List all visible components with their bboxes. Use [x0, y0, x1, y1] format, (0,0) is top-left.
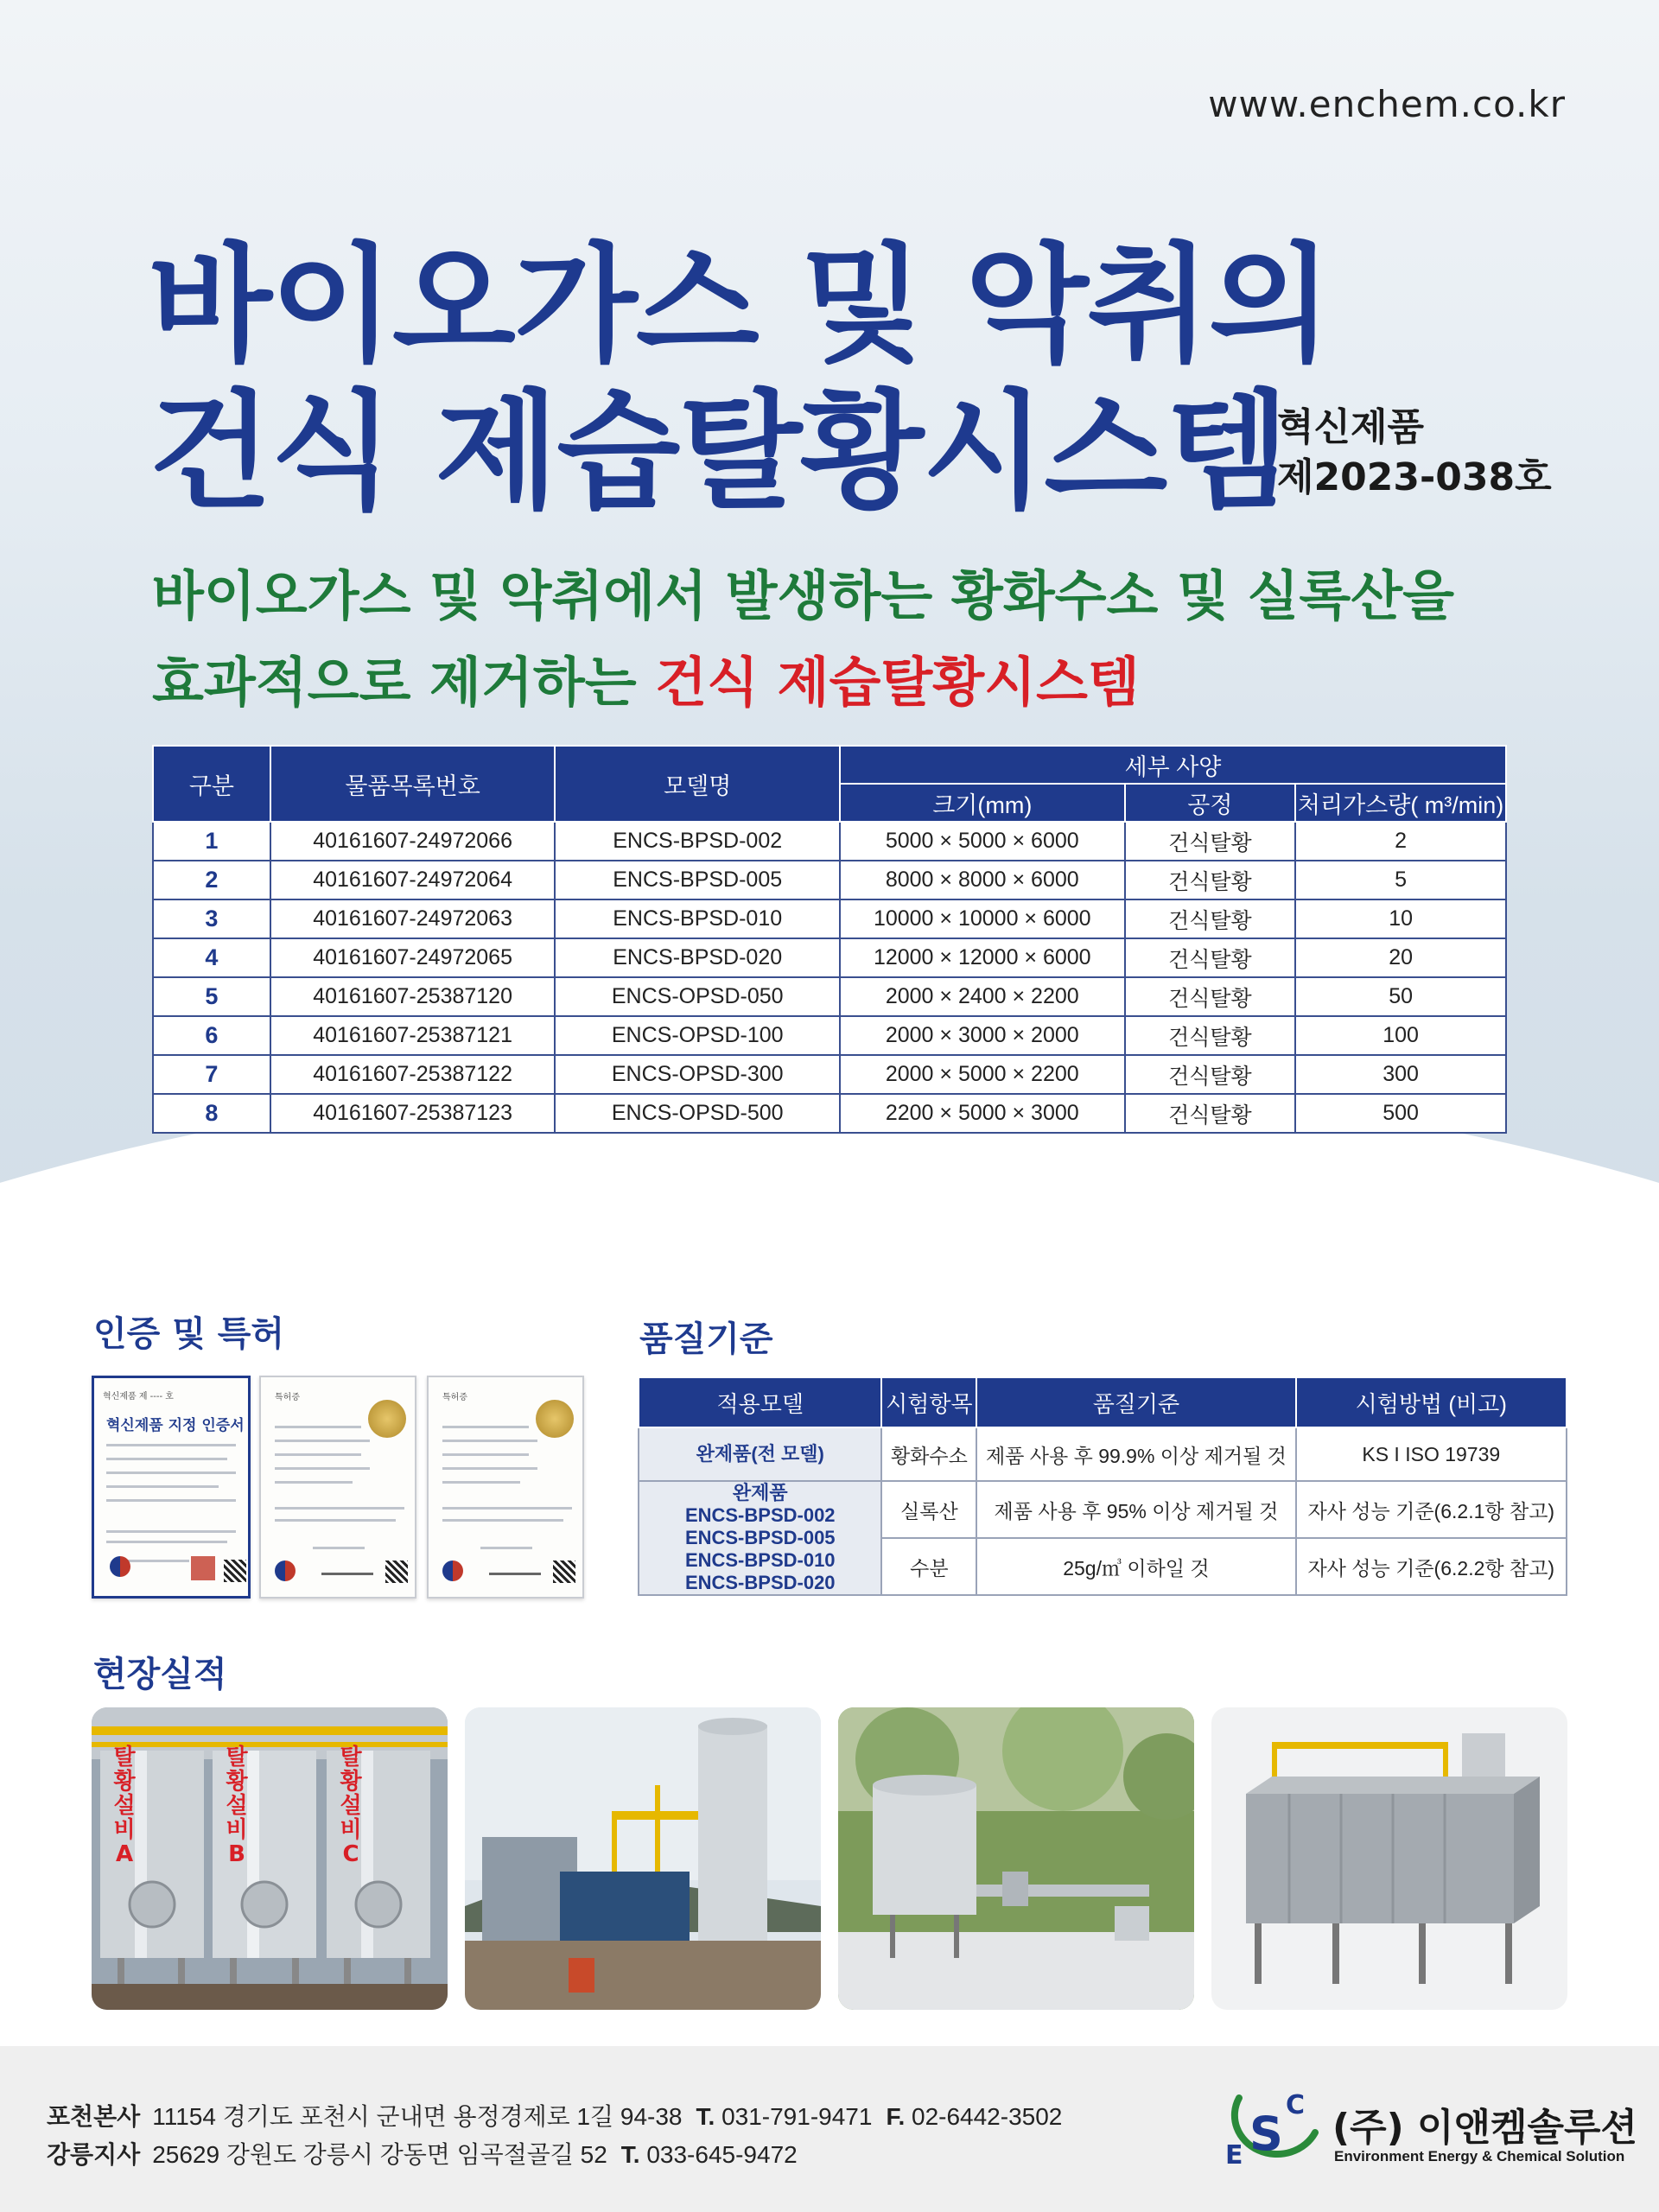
spec-row — [153, 899, 1506, 938]
title-line-1: 바이오가스 및 악취의 — [149, 231, 1331, 379]
qr-icon — [553, 1560, 575, 1583]
spec-cell-catalog: 40161607-24972063 — [270, 899, 556, 938]
logo-letter-e: E — [1225, 2140, 1243, 2171]
cert3-head: 특허증 — [442, 1393, 467, 1402]
logo-letter-s: S — [1249, 2107, 1283, 2161]
spec-cell-process: 건식탈황 — [1125, 938, 1296, 977]
spec-cell-catalog: 40161607-24972066 — [270, 822, 556, 861]
spec-table — [152, 745, 1507, 1134]
badge-line-2: 제2023-038호 — [1277, 455, 1552, 499]
tank-label-c: 탈황설비C — [340, 1745, 362, 1867]
gold-seal-icon — [368, 1400, 406, 1438]
spec-cell-size: 10000 × 10000 × 6000 — [840, 899, 1125, 938]
main-title — [149, 232, 1331, 525]
spec-cell-model: ENCS-OPSD-500 — [555, 1094, 840, 1133]
company-name: (주) 이앤켐솔루션 — [1332, 2106, 1638, 2150]
th-process: 공정 — [1125, 784, 1296, 822]
spec-cell-model: ENCS-BPSD-010 — [555, 899, 840, 938]
logo-letter-c: C — [1286, 2090, 1306, 2120]
branch-tel[interactable]: 033-645-9472 — [646, 2141, 798, 2168]
spec-cell-catalog: 40161607-24972065 — [270, 938, 556, 977]
emblem-icon — [275, 1560, 296, 1581]
company-subtitle: Environment Energy & Chemical Solution — [1334, 2148, 1625, 2164]
spec-cell-capacity: 50 — [1295, 977, 1506, 1016]
spec-row — [153, 938, 1506, 977]
spec-cell-capacity: 10 — [1295, 899, 1506, 938]
th-model: 모델명 — [555, 746, 840, 822]
quality-heading: 품질기준 — [639, 1319, 773, 1359]
spec-cell-no: 4 — [153, 938, 270, 977]
badge-line-1: 혁신제품 — [1277, 405, 1425, 449]
q-row1-model: 완제품(전 모델) — [639, 1427, 881, 1481]
emblem-icon — [442, 1560, 463, 1581]
spec-cell-model: ENCS-OPSD-300 — [555, 1055, 840, 1094]
spec-cell-size: 2000 × 5000 × 2200 — [840, 1055, 1125, 1094]
spec-cell-catalog: 40161607-25387121 — [270, 1016, 556, 1055]
spec-cell-capacity: 20 — [1295, 938, 1506, 977]
spec-cell-size: 12000 × 12000 × 6000 — [840, 938, 1125, 977]
spec-cell-catalog: 40161607-24972064 — [270, 861, 556, 899]
website-url[interactable]: www.enchem.co.kr — [1208, 83, 1566, 125]
qth-standard: 품질기준 — [976, 1377, 1295, 1427]
spec-cell-no: 2 — [153, 861, 270, 899]
field-heading: 현장실적 — [93, 1655, 227, 1694]
q-row1-item: 황화수소 — [881, 1427, 976, 1481]
tank-label-a: 탈황설비A — [113, 1745, 136, 1867]
q-row3-standard: 25g/㎥ 이하일 것 — [976, 1538, 1295, 1595]
spec-row — [153, 1016, 1506, 1055]
branch-address — [47, 2136, 798, 2171]
q-group-model-2: ENCS-BPSD-005 — [684, 1527, 836, 1548]
qr-icon — [224, 1560, 246, 1582]
branch-addr: 25629 강원도 강릉시 강동면 임곡절골길 52 — [152, 2141, 607, 2168]
qr-icon — [385, 1560, 408, 1583]
q-group-title: 완제품 — [732, 1482, 788, 1503]
field-photo-tanks[interactable] — [92, 1707, 448, 2010]
innovation-badge — [1277, 403, 1552, 503]
field-photo-tank-outdoor[interactable] — [838, 1707, 1194, 2010]
spec-cell-capacity: 5 — [1295, 861, 1506, 899]
spec-cell-no: 3 — [153, 899, 270, 938]
q-group-model-4: ENCS-BPSD-020 — [684, 1572, 836, 1593]
subtitle-line-1: 바이오가스 및 악취에서 발생하는 황화수소 및 실록산을 — [152, 564, 1455, 627]
stamp-icon — [191, 1556, 215, 1580]
spec-cell-model: ENCS-BPSD-020 — [555, 938, 840, 977]
patent-certificate-1[interactable] — [259, 1376, 416, 1599]
spec-row — [153, 861, 1506, 899]
q-row3-method: 자사 성능 기준(6.2.2항 참고) — [1296, 1538, 1567, 1595]
spec-cell-process: 건식탈황 — [1125, 1094, 1296, 1133]
hq-fax: 02-6442-3502 — [912, 2103, 1063, 2130]
spec-cell-process: 건식탈황 — [1125, 861, 1296, 899]
spec-row — [153, 1055, 1506, 1094]
qth-item: 시험항목 — [881, 1377, 976, 1427]
qth-method: 시험방법 (비고) — [1296, 1377, 1567, 1427]
cert-heading: 인증 및 특허 — [93, 1314, 285, 1354]
q-row1-method: KS I ISO 19739 — [1296, 1427, 1567, 1481]
quality-table — [638, 1376, 1567, 1596]
cert1-title: 혁신제품 지정 인증서 — [106, 1417, 245, 1434]
spec-cell-process: 건식탈황 — [1125, 977, 1296, 1016]
spec-cell-size: 8000 × 8000 × 6000 — [840, 861, 1125, 899]
spec-cell-model: ENCS-BPSD-002 — [555, 822, 840, 861]
spec-cell-catalog: 40161607-25387120 — [270, 977, 556, 1016]
gold-seal-icon — [536, 1400, 574, 1438]
innovation-certificate[interactable]: 혁신제품 제 ---- 호 혁신제품 지정 인증서 — [92, 1376, 251, 1599]
spec-cell-catalog: 40161607-25387122 — [270, 1055, 556, 1094]
emblem-icon — [110, 1556, 130, 1577]
spec-cell-model: ENCS-BPSD-005 — [555, 861, 840, 899]
spec-cell-model: ENCS-OPSD-050 — [555, 977, 840, 1016]
qth-model: 적용모델 — [639, 1377, 881, 1427]
field-photo-unit[interactable] — [1211, 1707, 1567, 2010]
hq-fax-label: F. — [886, 2103, 906, 2130]
spec-cell-no: 8 — [153, 1094, 270, 1133]
spec-cell-capacity: 300 — [1295, 1055, 1506, 1094]
footer — [0, 2046, 1659, 2212]
spec-cell-capacity: 2 — [1295, 822, 1506, 861]
spec-cell-capacity: 100 — [1295, 1016, 1506, 1055]
spec-cell-no: 5 — [153, 977, 270, 1016]
th-capacity: 처리가스량( m³/min) — [1295, 784, 1506, 822]
branch-label: 강릉지사 — [47, 2141, 141, 2168]
title-line-2: 건식 제습탈황시스템 — [149, 378, 1288, 526]
th-catalog: 물품목록번호 — [270, 746, 556, 822]
spec-cell-no: 6 — [153, 1016, 270, 1055]
spec-row — [153, 822, 1506, 861]
spec-cell-size: 2000 × 3000 × 2000 — [840, 1016, 1125, 1055]
company-logo-icon — [1213, 2081, 1324, 2176]
spec-cell-size: 5000 × 5000 × 6000 — [840, 822, 1125, 861]
spec-cell-process: 건식탈황 — [1125, 1016, 1296, 1055]
th-detail: 세부 사양 — [840, 746, 1506, 784]
q-row2-standard: 제품 사용 후 95% 이상 제거될 것 — [976, 1481, 1295, 1538]
q-group-model-1: ENCS-BPSD-002 — [684, 1504, 836, 1526]
spec-cell-no: 1 — [153, 822, 270, 861]
q-row2-item: 실록산 — [881, 1481, 976, 1538]
th-size: 크기(mm) — [840, 784, 1125, 822]
spec-cell-no: 7 — [153, 1055, 270, 1094]
q-group-model — [639, 1481, 881, 1595]
field-photo-site[interactable] — [465, 1707, 821, 2010]
q-row1-standard: 제품 사용 후 99.9% 이상 제거될 것 — [976, 1427, 1295, 1481]
branch-tel-label: T. — [620, 2141, 640, 2168]
spec-cell-catalog: 40161607-25387123 — [270, 1094, 556, 1133]
spec-row — [153, 977, 1506, 1016]
subtitle-highlight: 건식 제습탈황시스템 — [655, 651, 1140, 714]
spec-cell-process: 건식탈황 — [1125, 822, 1296, 861]
q-group-model-3: ENCS-BPSD-010 — [684, 1549, 836, 1571]
q-row2-method: 자사 성능 기준(6.2.1항 참고) — [1296, 1481, 1567, 1538]
subtitle-line-2 — [152, 639, 1454, 726]
spec-cell-process: 건식탈황 — [1125, 899, 1296, 938]
spec-cell-process: 건식탈황 — [1125, 1055, 1296, 1094]
tank-label-b: 탈황설비B — [226, 1745, 248, 1867]
spec-row — [153, 1094, 1506, 1133]
spec-table-body — [153, 822, 1506, 1133]
spec-cell-capacity: 500 — [1295, 1094, 1506, 1133]
hq-label: 포천본사 — [47, 2103, 141, 2130]
hq-tel-label: T. — [696, 2103, 715, 2130]
subtitle-line-2-a: 효과적으로 제거하는 — [152, 651, 656, 714]
q-row3-item: 수분 — [881, 1538, 976, 1595]
spec-cell-size: 2000 × 2400 × 2200 — [840, 977, 1125, 1016]
patent-certificate-2[interactable] — [427, 1376, 584, 1599]
subtitle — [152, 553, 1454, 726]
curve-divider — [0, 1071, 1659, 2212]
hq-addr: 11154 경기도 포천시 군내면 용정경제로 1길 94-38 — [152, 2103, 683, 2130]
cert2-head: 특허증 — [275, 1393, 300, 1402]
hq-tel[interactable]: 031-791-9471 — [721, 2103, 873, 2130]
hq-address — [47, 2098, 1062, 2133]
spec-cell-model: ENCS-OPSD-100 — [555, 1016, 840, 1055]
th-no: 구분 — [153, 746, 270, 822]
spec-cell-size: 2200 × 5000 × 3000 — [840, 1094, 1125, 1133]
